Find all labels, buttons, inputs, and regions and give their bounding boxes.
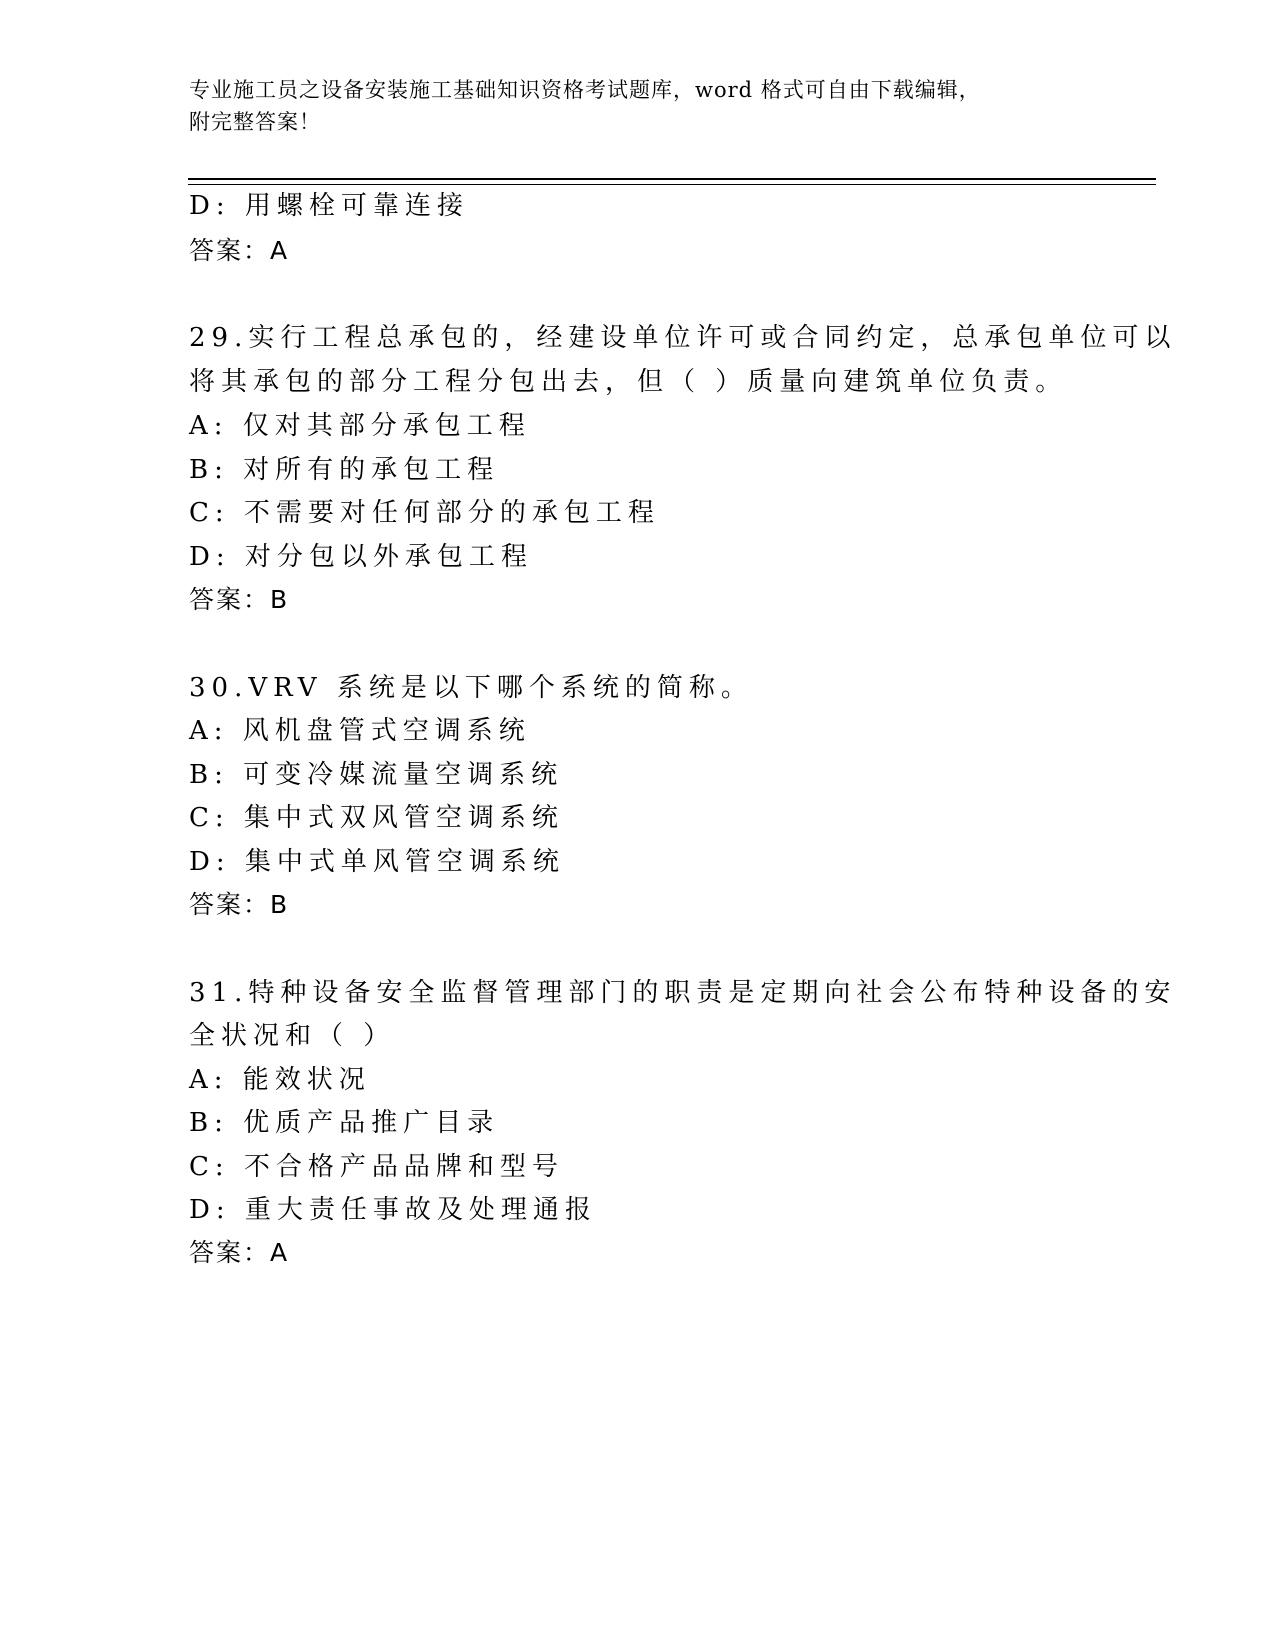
question-stem-line-1: 29.实行工程总承包的，经建设单位许可或合同约定，总承包单位可以 [189,323,1177,353]
header-divider-thick [188,178,1156,180]
option-c: C: 不合格产品品牌和型号 [189,1152,564,1182]
option-c: C: 不需要对任何部分的承包工程 [189,498,660,528]
question-stem-line-2: 将其承包的部分工程分包出去，但（ ）质量向建筑单位负责。 [189,367,1068,397]
prev-question-option-d: D: 用螺栓可靠连接 [189,191,469,221]
option-b: B: 优质产品推广目录 [189,1108,500,1138]
option-a: A: 仅对其部分承包工程 [189,411,531,441]
answer: 答案：A [189,1238,290,1267]
header-line-2: 附完整答案！ [189,110,321,134]
question-stem-line-2: 全状况和（ ） [189,1021,396,1051]
option-b: B: 可变冷媒流量空调系统 [189,760,564,790]
option-a: A: 风机盘管式空调系统 [189,716,531,746]
answer: 答案：B [189,585,290,614]
option-b: B: 对所有的承包工程 [189,455,500,485]
option-d: D: 对分包以外承包工程 [189,542,533,572]
prev-question-answer: 答案：A [189,236,290,265]
header-line-1: 专业施工员之设备安装施工基础知识资格考试题库，word 格式可自由下载编辑， [189,78,981,102]
header-divider-thin [188,184,1156,185]
option-a: A: 能效状况 [189,1065,371,1095]
answer: 答案：B [189,890,290,919]
option-c: C: 集中式双风管空调系统 [189,803,564,833]
document-header [189,74,1089,138]
option-d: D: 重大责任事故及处理通报 [189,1195,597,1225]
option-d: D: 集中式单风管空调系统 [189,847,565,877]
question-stem-line-1: 31.特种设备安全监督管理部门的职责是定期向社会公布特种设备的安 [189,978,1177,1008]
question-stem-line-1: 30.VRV 系统是以下哪个系统的简称。 [189,673,753,703]
